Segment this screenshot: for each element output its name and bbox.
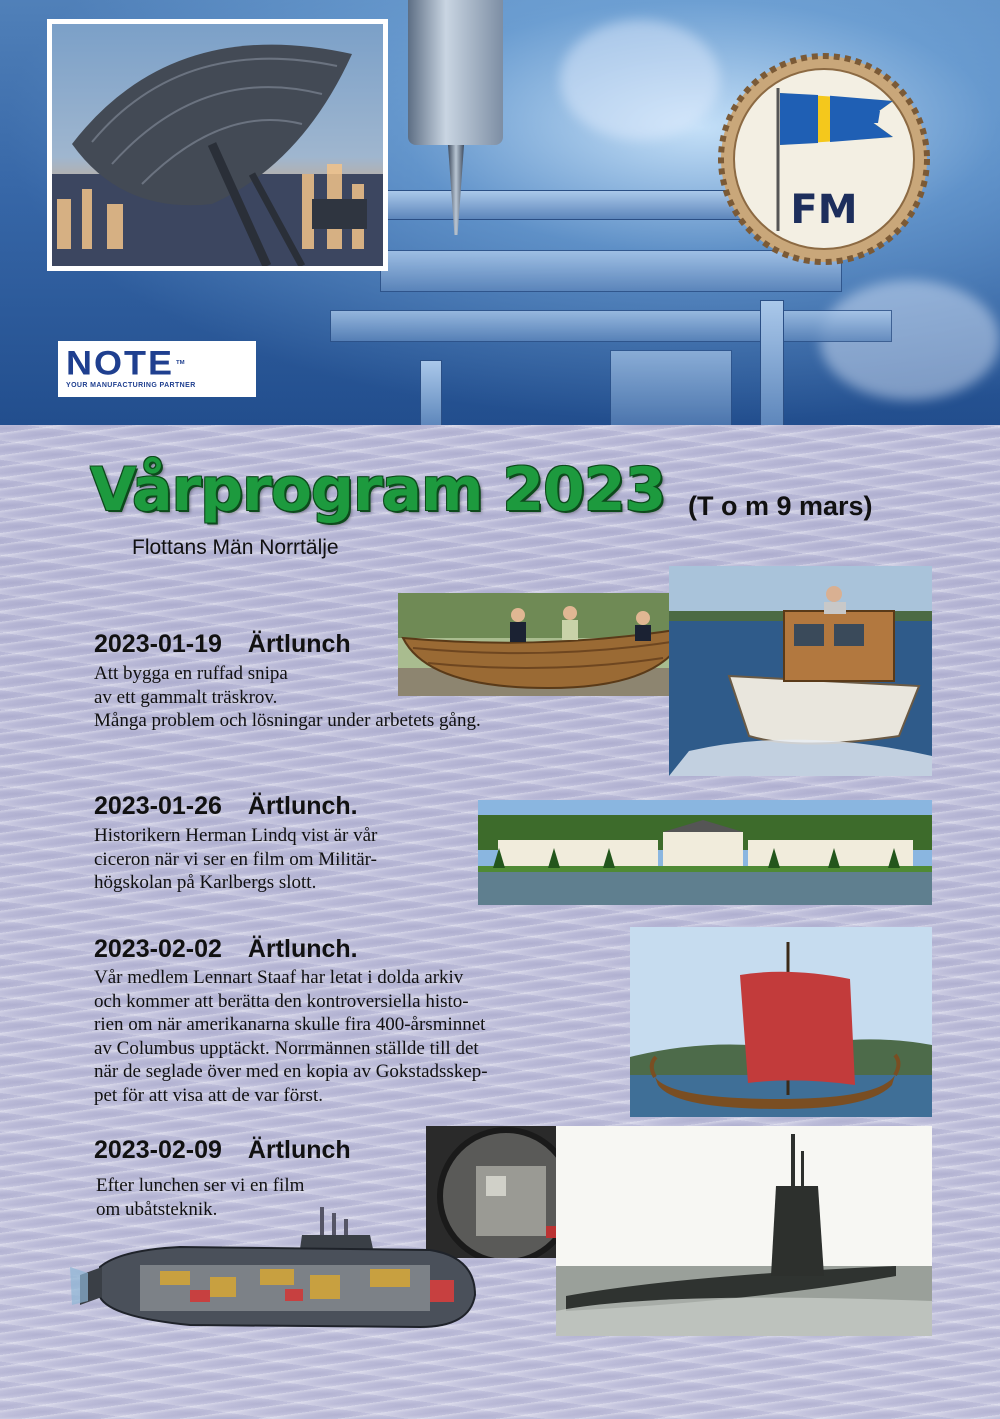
event-description: Historikern Herman Lindq vist är vår ciceron när vi ser en film om Militär- högskolan på Karlbergs slott.: [94, 825, 378, 893]
event-date: 2023-01-19: [94, 630, 222, 658]
event-description: Vår medlem Lennart Staaf har letat i dolda arkiv och kommer att berätta den kontroversiella histo- rien om när amerikanarna skulle fira 400-årsminnet av Columbus upptäckt. Norrmännen ställde till det när de seglade över med en kopia av Gokstadsskep- pet för att visa att de var först.: [94, 967, 488, 1106]
event-heading: [94, 630, 351, 659]
event-type: Ärtlunch: [247, 630, 351, 658]
event-description: Att bygga en ruffad snipa av ett gammalt träskrov. Många problem och lösningar under arbetets gång.: [94, 663, 481, 731]
event-heading: [94, 1136, 351, 1165]
viking-ship-photo: [630, 927, 932, 1117]
note-company-logo: NOTE ™ YOUR MANUFACTURING PARTNER: [58, 341, 256, 397]
event-heading: [94, 792, 358, 821]
program-title: Vårprogram 2023: [90, 455, 666, 525]
karlberg-palace-photo: [478, 800, 932, 905]
satellite-dish-photo: [47, 19, 388, 271]
hero-banner-image: [0, 0, 1000, 425]
event-type: Ärtlunch.: [247, 792, 358, 820]
machine-spindle-image: [408, 0, 503, 145]
badge-fm-text: FM: [790, 187, 858, 233]
note-tagline: YOUR MANUFACTURING PARTNER: [66, 382, 196, 389]
event-date: 2023-02-02: [94, 935, 222, 963]
event-type: Ärtlunch: [247, 1136, 351, 1164]
event-type: Ärtlunch.: [247, 935, 358, 963]
submarine-cutaway-illustration: [70, 1205, 480, 1337]
motor-boat-photo: [669, 566, 932, 776]
event-date: 2023-01-26: [94, 792, 222, 820]
organization-name: Flottans Män Norrtälje: [132, 536, 339, 559]
flottans-man-badge-logo: [718, 53, 930, 265]
submarine-surfacing-photo: [556, 1126, 932, 1336]
event-description: Efter lunchen ser vi en film om ubåtsteknik.: [96, 1175, 305, 1220]
event-date: 2023-02-09: [94, 1136, 222, 1164]
event-heading: [94, 935, 358, 964]
program-title-suffix: (T o m 9 mars): [688, 491, 873, 521]
